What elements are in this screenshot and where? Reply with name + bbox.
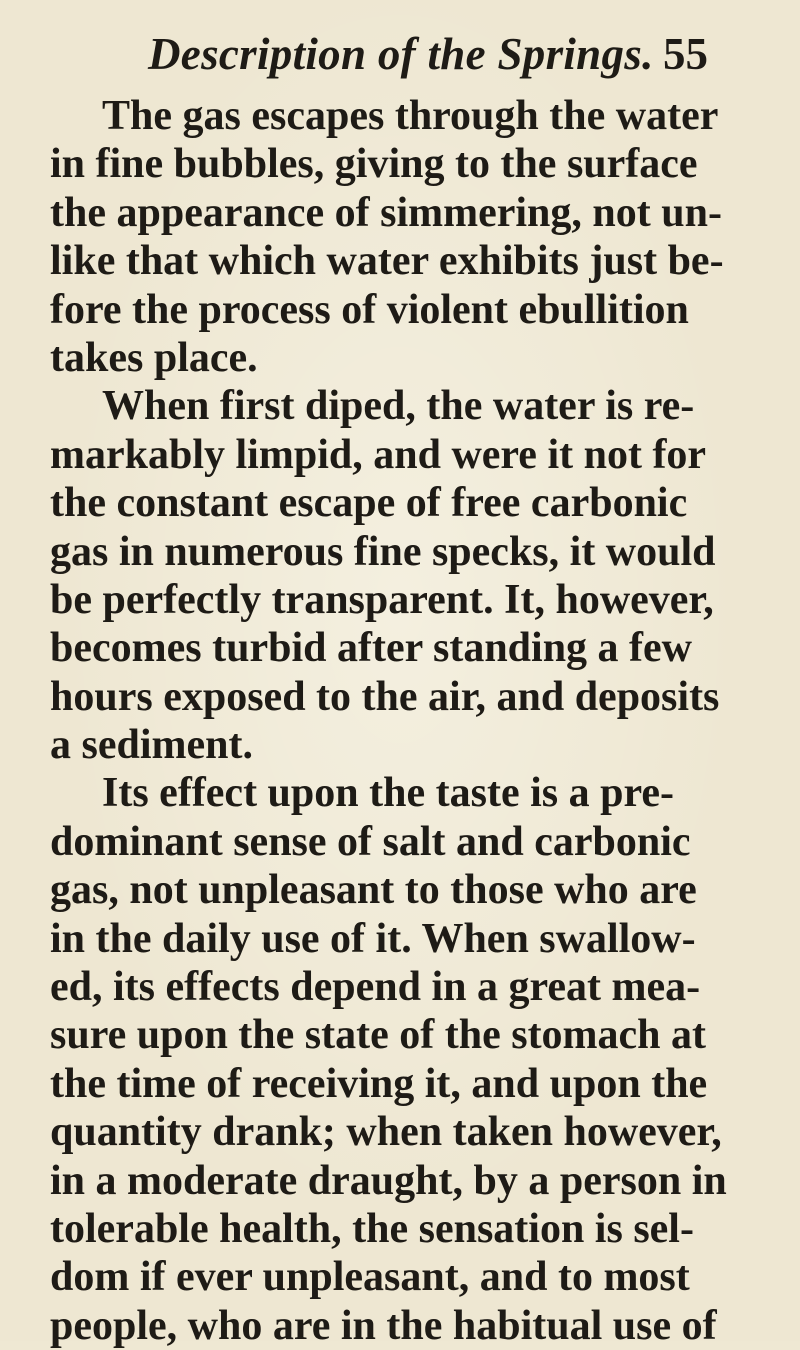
- text-line: Its effect upon the taste is a pre-: [102, 770, 674, 817]
- text-line: a sediment.: [50, 722, 253, 769]
- text-line: hours exposed to the air, and deposits: [50, 673, 720, 720]
- text-line: in a moderate draught, by a person in: [50, 1157, 727, 1204]
- page-header: [148, 28, 708, 88]
- text-line: gas, not unpleasant to those who are: [50, 867, 697, 914]
- text-line: the constant escape of free carbonic: [50, 480, 688, 527]
- text-line: becomes turbid after standing a few: [50, 625, 693, 672]
- text-line: takes place.: [50, 334, 258, 381]
- text-line: The gas escapes through the water: [102, 93, 719, 139]
- text-line: sure upon the state of the stomach at: [50, 1012, 707, 1059]
- running-head: Description of the Springs.: [148, 29, 654, 79]
- text-line: be perfectly transparent. It, however,: [50, 576, 714, 623]
- text-line: dom if ever unpleasant, and to most: [50, 1254, 690, 1301]
- text-line: dominant sense of salt and carbonic: [50, 818, 691, 865]
- text-line: in fine bubbles, giving to the surface: [50, 141, 698, 188]
- text-line: markably limpid, and were it not for: [50, 431, 707, 478]
- text-line: gas in numerous fine specks, it would: [50, 528, 716, 575]
- text-line: ed, its effects depend in a great mea-: [50, 964, 701, 1011]
- text-line: quantity drank; when taken however,: [50, 1109, 722, 1156]
- body-text: [50, 92, 760, 1350]
- text-line: in the daily use of it. When swallow-: [50, 915, 696, 962]
- text-line: the appearance of simmering, not un-: [50, 189, 722, 236]
- text-line: the time of receiving it, and upon the: [50, 1060, 708, 1107]
- text-line: fore the process of violent ebullition: [50, 286, 689, 333]
- page-number: 55: [663, 29, 708, 79]
- text-line: tolerable health, the sensation is sel-: [50, 1205, 694, 1252]
- text-line: people, who are in the habitual use of: [50, 1302, 717, 1349]
- text-line: like that which water exhibits just be-: [50, 238, 724, 285]
- text-line: When first diped, the water is re-: [102, 383, 695, 430]
